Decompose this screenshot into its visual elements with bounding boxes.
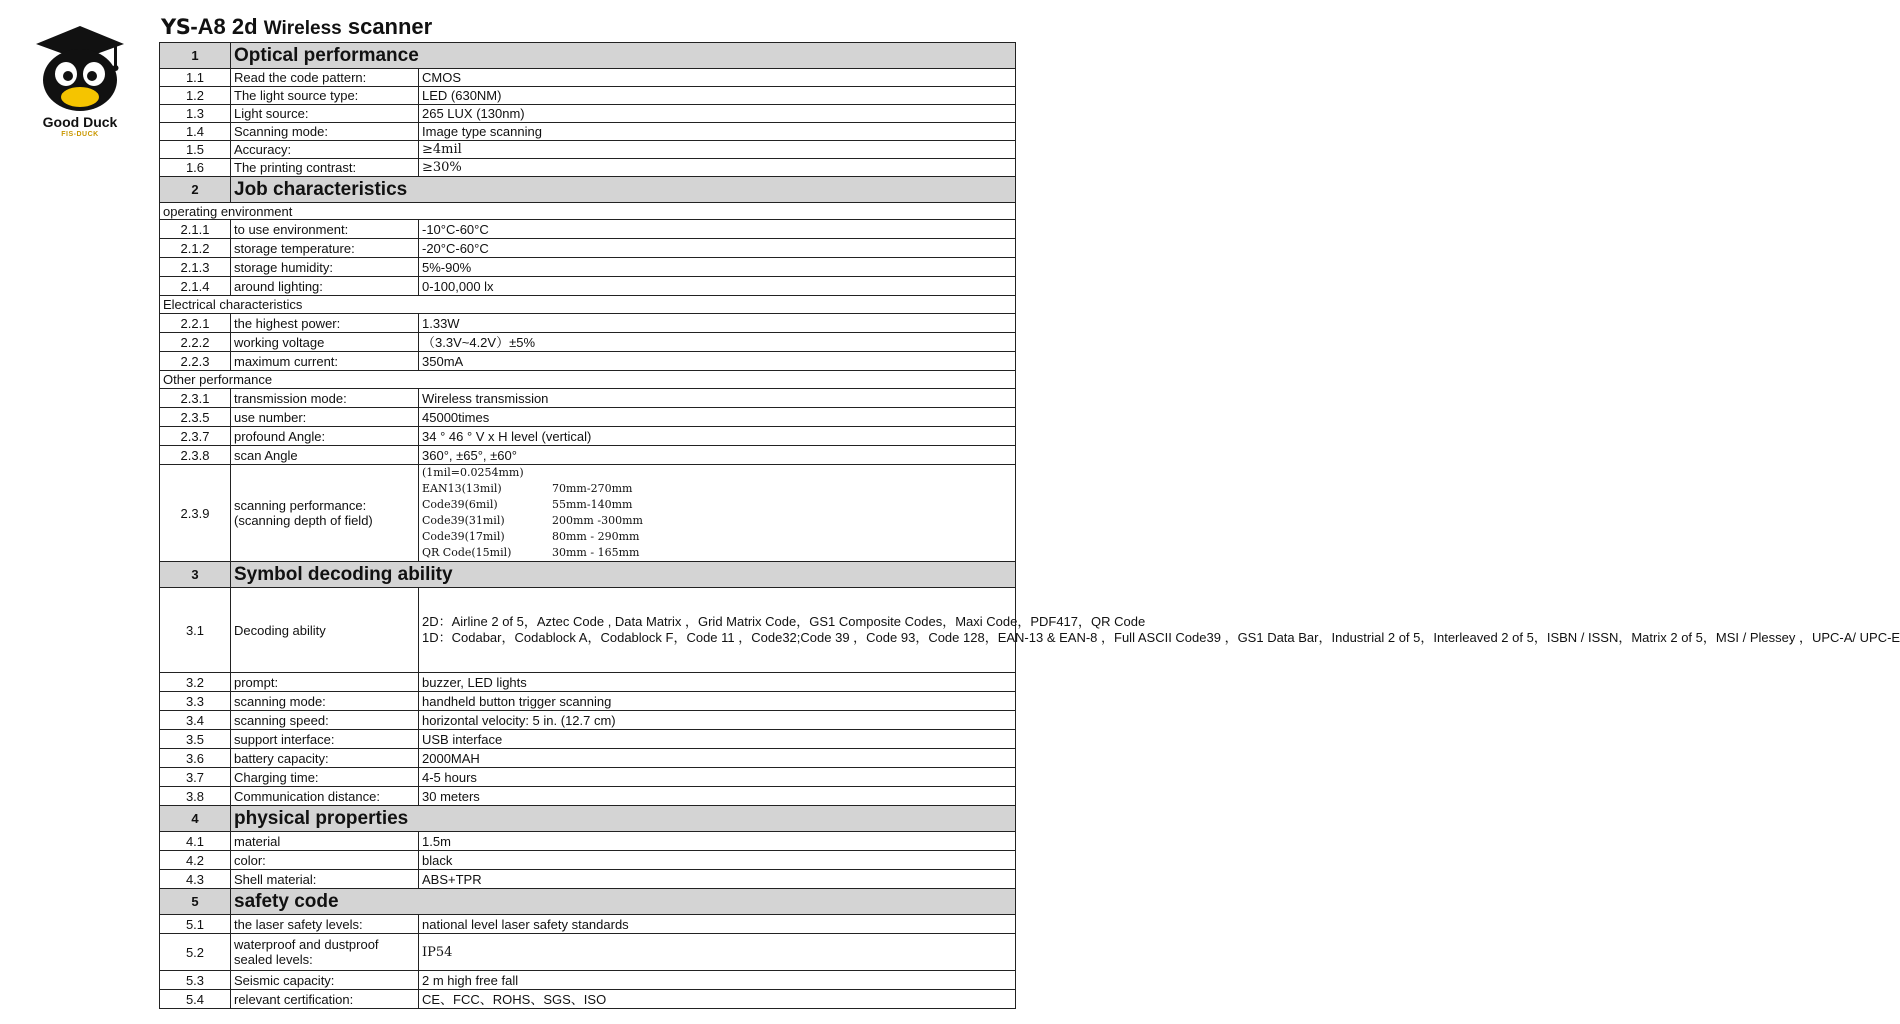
table-row (160, 258, 1016, 277)
row-label: Decoding ability (231, 588, 419, 673)
row-label: the laser safety levels: (231, 915, 419, 934)
row-number: 2.3.9 (160, 465, 231, 562)
section-number: 2 (160, 177, 231, 203)
row-value: 4-5 hours (419, 768, 1016, 787)
scan-depth-line (422, 513, 1012, 529)
row-number: 1.2 (160, 87, 231, 105)
decoding-value (419, 588, 1900, 673)
row-label: scan Angle (231, 446, 419, 465)
row-value: 34 ° 46 ° V x H level (vertical) (419, 427, 1016, 446)
section-header (160, 562, 1016, 588)
row-label-line: sealed levels: (234, 952, 313, 967)
table-row (160, 446, 1016, 465)
table-row (160, 87, 1016, 105)
row-value: 45000times (419, 408, 1016, 427)
barcode-type: QR Code(15mil) (422, 546, 512, 559)
scan-range: 80mm - 290mm (552, 530, 640, 543)
row-value: LED (630NM) (419, 87, 1016, 105)
row-number: 1.4 (160, 123, 231, 141)
table-row (160, 851, 1016, 870)
title-brand: YS (161, 15, 191, 39)
row-label (231, 465, 419, 562)
section-header (160, 43, 1016, 69)
table-row (160, 870, 1016, 889)
table-row (160, 389, 1016, 408)
table-row (160, 673, 1016, 692)
row-label: relevant certification: (231, 990, 419, 1009)
row-label: battery capacity: (231, 749, 419, 768)
section-header (160, 177, 1016, 203)
row-label: Charging time: (231, 768, 419, 787)
row-value: ≥4mil (419, 141, 1016, 159)
row-label: material (231, 832, 419, 851)
row-label: scanning speed: (231, 711, 419, 730)
section-title: physical properties (231, 806, 1016, 832)
subsection-row (160, 371, 1016, 389)
section-title: Optical performance (231, 43, 1016, 69)
row-label: Communication distance: (231, 787, 419, 806)
row-value: CE、FCC、ROHS、SGS、ISO (419, 990, 1016, 1009)
row-number: 5.2 (160, 934, 231, 971)
decoding-2d: 2D：Airline 2 of 5，Aztec Code , Data Matrix ，Grid Matrix Code，GS1 Composite Codes，Maxi Code，PDF417，QR Code (422, 614, 1146, 629)
logo-name: Good Duck (42, 114, 118, 130)
row-label: maximum current: (231, 352, 419, 371)
row-number: 3.6 (160, 749, 231, 768)
row-number: 3.8 (160, 787, 231, 806)
row-label: working voltage (231, 333, 419, 352)
row-value: 30 meters (419, 787, 1016, 806)
spec-sheet (159, 12, 1900, 1009)
row-label: profound Angle: (231, 427, 419, 446)
row-label: The printing contrast: (231, 159, 419, 177)
row-value: handheld button trigger scanning (419, 692, 1016, 711)
table-row (160, 277, 1016, 296)
row-value: CMOS (419, 69, 1016, 87)
table-row (160, 239, 1016, 258)
row-number: 2.3.7 (160, 427, 231, 446)
barcode-type: Code39(17mil) (422, 530, 505, 543)
scan-depth-line (422, 545, 1012, 561)
row-number: 4.3 (160, 870, 231, 889)
row-label: prompt: (231, 673, 419, 692)
row-number: 1.5 (160, 141, 231, 159)
row-value: 1.33W (419, 314, 1016, 333)
row-value: （3.3V~4.2V）±5% (419, 333, 1016, 352)
section-title: Symbol decoding ability (231, 562, 1016, 588)
spec-table (159, 42, 1900, 1009)
table-row (160, 105, 1016, 123)
row-number: 2.1.4 (160, 277, 231, 296)
row-number: 3.4 (160, 711, 231, 730)
table-row (160, 220, 1016, 239)
row-label: Seismic capacity: (231, 971, 419, 990)
table-row (160, 971, 1016, 990)
row-value: Image type scanning (419, 123, 1016, 141)
row-value: ABS+TPR (419, 870, 1016, 889)
row-number: 2.3.5 (160, 408, 231, 427)
row-value: horizontal velocity: 5 in. (12.7 cm) (419, 711, 1016, 730)
title-last: scanner (347, 14, 433, 39)
row-number: 3.3 (160, 692, 231, 711)
section-number: 5 (160, 889, 231, 915)
subsection-row (160, 296, 1016, 314)
table-row (160, 314, 1016, 333)
row-value: black (419, 851, 1016, 870)
row-value: 5%-90% (419, 258, 1016, 277)
table-row-scan-performance (160, 465, 1016, 562)
row-number: 1.6 (160, 159, 231, 177)
table-row (160, 711, 1016, 730)
row-number: 3.1 (160, 588, 231, 673)
scan-range: 55mm-140mm (552, 498, 633, 511)
row-number: 3.2 (160, 673, 231, 692)
brand-logo (30, 24, 130, 144)
table-row (160, 123, 1016, 141)
row-label-line: waterproof and dustproof (234, 937, 379, 952)
row-value: USB interface (419, 730, 1016, 749)
row-label: support interface: (231, 730, 419, 749)
row-label (231, 934, 419, 971)
row-number: 3.5 (160, 730, 231, 749)
table-row-decoding (160, 588, 1016, 673)
subsection-title: Electrical characteristics (160, 296, 1016, 314)
row-value: Wireless transmission (419, 389, 1016, 408)
duck-mascot-icon (30, 24, 130, 114)
row-number: 1.1 (160, 69, 231, 87)
section-header (160, 806, 1016, 832)
table-row (160, 730, 1016, 749)
barcode-type: Code39(31mil) (422, 514, 505, 527)
row-value: IP54 (419, 934, 1016, 971)
table-row (160, 832, 1016, 851)
row-label: Light source: (231, 105, 419, 123)
scan-depth-line (422, 481, 1012, 497)
document-title (159, 12, 1015, 42)
row-number: 2.2.2 (160, 333, 231, 352)
section-title: safety code (231, 889, 1016, 915)
row-label: around lighting: (231, 277, 419, 296)
table-row (160, 408, 1016, 427)
scan-depth-line (422, 529, 1012, 545)
row-label: scanning mode: (231, 692, 419, 711)
barcode-type: EAN13(13mil) (422, 482, 502, 495)
table-row (160, 333, 1016, 352)
row-number: 2.1.1 (160, 220, 231, 239)
title-model: -A8 2d (190, 14, 258, 39)
scan-depth-values (419, 465, 1016, 562)
row-number: 4.1 (160, 832, 231, 851)
table-row (160, 990, 1016, 1009)
row-number: 1.3 (160, 105, 231, 123)
table-row (160, 915, 1016, 934)
row-value: 1.5m (419, 832, 1016, 851)
logo-subtitle: FIS-DUCK (61, 131, 99, 138)
section-header (160, 889, 1016, 915)
section-title: Job characteristics (231, 177, 1016, 203)
table-row (160, 69, 1016, 87)
table-row (160, 768, 1016, 787)
section-number: 3 (160, 562, 231, 588)
row-number: 2.2.3 (160, 352, 231, 371)
table-row (160, 141, 1016, 159)
subsection-title: operating environment (160, 203, 1016, 220)
row-number: 5.3 (160, 971, 231, 990)
table-row (160, 159, 1016, 177)
scan-range: 70mm-270mm (552, 482, 633, 495)
subsection-row (160, 203, 1016, 220)
row-label-line: (scanning depth of field) (234, 513, 373, 528)
row-label: The light source type: (231, 87, 419, 105)
row-value: ≥30% (419, 159, 1016, 177)
row-number: 3.7 (160, 768, 231, 787)
row-value: buzzer, LED lights (419, 673, 1016, 692)
row-label: Accuracy: (231, 141, 419, 159)
row-number: 2.1.3 (160, 258, 231, 277)
row-label: storage temperature: (231, 239, 419, 258)
row-number: 2.3.1 (160, 389, 231, 408)
section-number: 4 (160, 806, 231, 832)
row-label: color: (231, 851, 419, 870)
row-label-line: scanning performance: (234, 498, 367, 513)
row-label: use number: (231, 408, 419, 427)
row-label: the highest power: (231, 314, 419, 333)
row-number: 4.2 (160, 851, 231, 870)
row-value: national level laser safety standards (419, 915, 1016, 934)
row-value: 360°, ±65°, ±60° (419, 446, 1016, 465)
row-label: storage humidity: (231, 258, 419, 277)
scan-depth-header: (1mil=0.0254mm) (422, 466, 524, 479)
table-row (160, 352, 1016, 371)
row-value: 350mA (419, 352, 1016, 371)
scan-range: 200mm -300mm (552, 514, 643, 527)
row-label: Read the code pattern: (231, 69, 419, 87)
scan-depth-line (422, 497, 1012, 513)
table-row (160, 749, 1016, 768)
row-value: -20°C-60°C (419, 239, 1016, 258)
subsection-title: Other performance (160, 371, 1016, 389)
table-row (160, 692, 1016, 711)
row-label: Scanning mode: (231, 123, 419, 141)
row-value: 265 LUX (130nm) (419, 105, 1016, 123)
row-label: to use environment: (231, 220, 419, 239)
table-row (160, 787, 1016, 806)
row-number: 2.1.2 (160, 239, 231, 258)
row-value: -10°C-60°C (419, 220, 1016, 239)
row-number: 2.3.8 (160, 446, 231, 465)
decoding-1d: 1D：Codabar，Codablock A，Codablock F，Code 11 ，Code32;Code 39 ，Code 93，Code 128，EAN-13 & EAN-8 ，Full ASCII Code39 ，GS1 Data Bar，Industrial 2 of 5，Interleaved 2 of 5，ISBN / ISSN，Matrix 2 of 5，MSI / Plessey ，UPC-A/ UPC-E (422, 630, 1900, 645)
row-value: 2 m high free fall (419, 971, 1016, 990)
row-number: 5.1 (160, 915, 231, 934)
row-value: 2000MAH (419, 749, 1016, 768)
row-value: 0-100,000 lx (419, 277, 1016, 296)
row-label: Shell material: (231, 870, 419, 889)
scan-range: 30mm - 165mm (552, 546, 640, 559)
section-number: 1 (160, 43, 231, 69)
title-word: Wireless (263, 18, 342, 39)
row-label: transmission mode: (231, 389, 419, 408)
table-row (160, 934, 1016, 971)
row-number: 2.2.1 (160, 314, 231, 333)
barcode-type: Code39(6mil) (422, 498, 498, 511)
row-number: 5.4 (160, 990, 231, 1009)
table-row (160, 427, 1016, 446)
